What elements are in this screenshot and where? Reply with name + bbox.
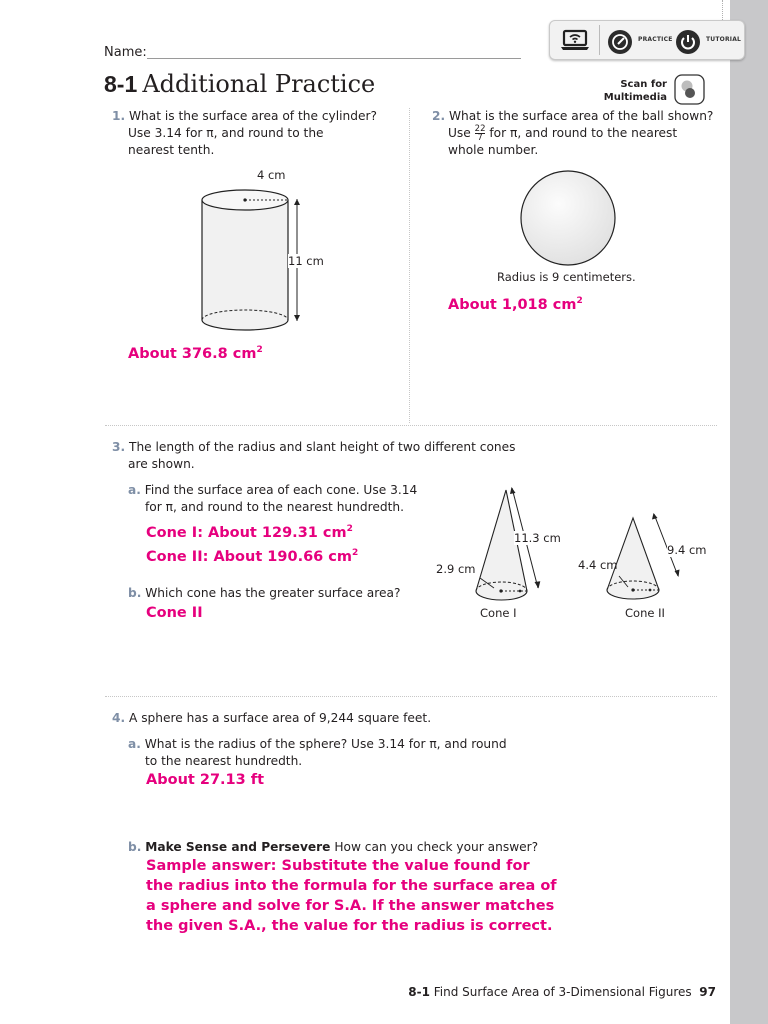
q4a-line2: to the nearest hundredth. [145, 754, 303, 768]
question-3b [128, 585, 400, 602]
q2-answer-text: About 1,018 cm [448, 296, 577, 313]
q3b-label: b. [128, 586, 142, 600]
q4b-question: How can you check your answer? [334, 840, 539, 854]
question-4 [112, 710, 431, 727]
name-line [147, 58, 521, 59]
footer-title: Find Surface Area of 3-Dimensional Figures [433, 985, 692, 999]
cone-1-radius-label: 2.9 cm [436, 562, 476, 576]
question-3 [112, 439, 515, 473]
title-text: Additional Practice [142, 70, 376, 98]
cone-2-radius-label: 4.4 cm [578, 558, 618, 572]
q3a-answer [146, 519, 358, 567]
right-sidebar [730, 0, 768, 1024]
power-icon [676, 30, 700, 54]
q3a-answer2-exp: 2 [352, 547, 359, 558]
q2-frac-num: 22 [474, 124, 486, 134]
tutorial-label[interactable]: TUTORIAL [706, 36, 742, 43]
q4b-bold: Make Sense and Persevere [145, 840, 331, 854]
q3a-answer1-exp: 2 [346, 524, 353, 534]
q1-number: 1. [112, 109, 126, 123]
scan-line1: Scan for [620, 79, 667, 90]
question-4b [128, 839, 538, 856]
cone-1-name: Cone I [480, 606, 517, 620]
q4b-answer3: a sphere and solve for S.A. If the answer matches [146, 898, 555, 914]
question-2 [432, 108, 713, 159]
cylinder-radius-label: 4 cm [257, 168, 286, 182]
cone-1-figure [470, 484, 550, 606]
tutorial-button[interactable] [676, 30, 700, 54]
multimedia-icon[interactable] [674, 74, 705, 105]
q4a-answer: About 27.13 ft [146, 772, 265, 788]
cone-2-name: Cone II [625, 606, 665, 620]
cone-1-slant-label: 11.3 cm [514, 531, 561, 545]
section-divider-1 [105, 425, 717, 426]
q3a-label: a. [128, 483, 141, 497]
q4a-line1: What is the radius of the sphere? Use 3.14 for π, and round [144, 737, 507, 751]
q2-number: 2. [432, 109, 446, 123]
q1-line2: Use 3.14 for π, and round to the [128, 126, 324, 140]
q1-line1: What is the surface area of the cylinder? [129, 109, 377, 123]
page-footer [408, 985, 716, 999]
practice-button[interactable] [608, 30, 632, 54]
question-4a [128, 736, 507, 770]
practice-label[interactable]: PRACTICE [638, 36, 673, 43]
q4-line1: A sphere has a surface area of 9,244 square feet. [129, 711, 432, 725]
cone-2-slant-label: 9.4 cm [667, 543, 707, 557]
q2-answer-exp: 2 [576, 296, 583, 306]
q4-number: 4. [112, 711, 126, 725]
q3a-line2: for π, and round to the nearest hundredth. [145, 500, 404, 514]
footer-lesson: 8-1 [408, 985, 430, 999]
q1-answer-exp: 2 [256, 345, 263, 355]
q1-line3: nearest tenth. [128, 143, 215, 157]
q3b-answer: Cone II [146, 605, 203, 621]
q2-frac-den: 7 [477, 133, 483, 143]
laptop-wifi-icon[interactable] [560, 27, 590, 53]
pencil-icon [608, 30, 632, 54]
q3-number: 3. [112, 440, 126, 454]
cylinder-height-label: 11 cm [288, 254, 324, 268]
q3a-answer1: Cone I: About 129.31 cm [146, 524, 347, 541]
scan-for-multimedia [590, 78, 667, 104]
section-divider-2 [105, 696, 717, 697]
q3a-answer2: Cone II: About 190.66 cm [146, 548, 353, 565]
corner-dotted-line [722, 0, 723, 22]
question-3a [128, 482, 417, 516]
page-title [104, 70, 375, 98]
q4b-answer4: the given S.A., the value for the radius is correct. [146, 918, 553, 934]
toolbar-divider [599, 25, 600, 55]
q2-line2b: for π, and round to the nearest [489, 126, 678, 140]
q3b-question: Which cone has the greater surface area? [145, 586, 401, 600]
q3-line2: are shown. [128, 457, 195, 471]
q2-line2a: Use [448, 126, 471, 140]
q3a-line1: Find the surface area of each cone. Use 3.14 [144, 483, 418, 497]
q1-answer [128, 340, 263, 364]
page-number: 97 [699, 985, 716, 999]
q2-answer [448, 291, 583, 315]
q4b-label: b. [128, 840, 142, 854]
name-label: Name: [104, 45, 147, 60]
question-1 [112, 108, 377, 159]
lesson-number: 8-1 [104, 71, 138, 97]
scan-line2: Multimedia [603, 92, 667, 103]
q4b-answer2: the radius into the formula for the surface area of [146, 878, 557, 894]
q4b-answer [146, 856, 557, 936]
ball-caption: Radius is 9 centimeters. [497, 270, 636, 284]
media-toolbar [549, 20, 745, 60]
q2-line3: whole number. [448, 143, 539, 157]
q2-line1: What is the surface area of the ball shown? [449, 109, 714, 123]
q3-line1: The length of the radius and slant height of two different cones [129, 440, 516, 454]
q2-fraction [475, 125, 486, 142]
column-divider [409, 108, 410, 423]
q1-answer-text: About 376.8 cm [128, 345, 257, 362]
q4b-answer1: Sample answer: Substitute the value found for [146, 858, 530, 874]
q4a-label: a. [128, 737, 141, 751]
ball-figure [518, 168, 618, 268]
